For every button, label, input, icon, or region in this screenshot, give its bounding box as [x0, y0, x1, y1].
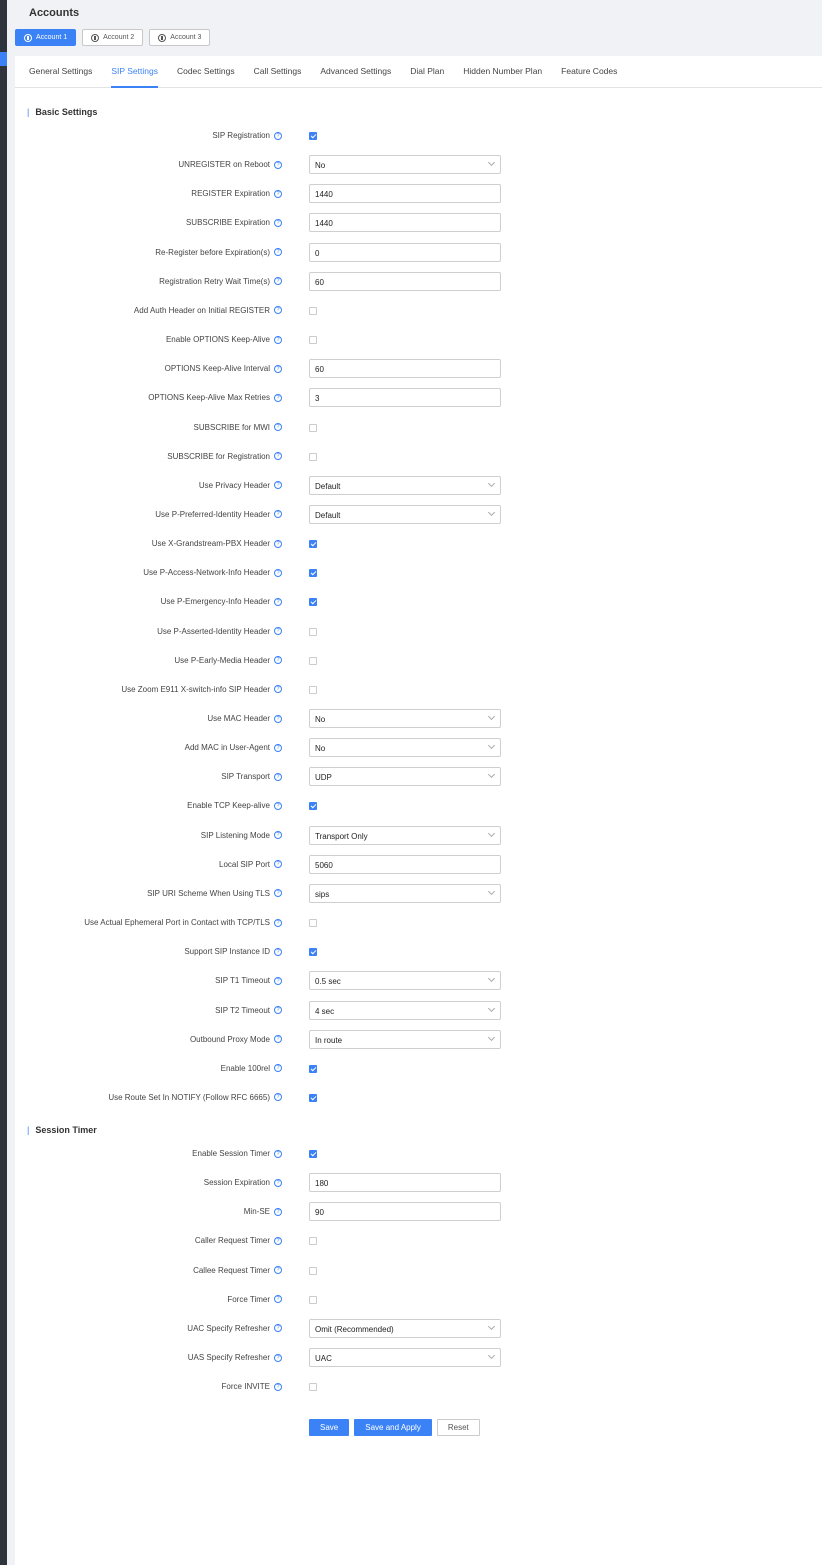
- settings-tabs: [15, 56, 822, 88]
- field-sip-t1-timeout: [15, 971, 822, 991]
- enable-session-timer-checkbox[interactable]: [309, 1150, 317, 1158]
- field-label: [178, 160, 282, 169]
- help-icon[interactable]: ?: [274, 277, 282, 285]
- page-title: Accounts: [29, 7, 80, 19]
- field-label: [215, 1006, 282, 1015]
- re-register-before-expiration-s-input[interactable]: 0: [309, 243, 501, 262]
- chevron-down-icon: [488, 159, 495, 166]
- force-timer-checkbox[interactable]: [309, 1296, 317, 1304]
- field-label-text: Use Privacy Header: [198, 480, 270, 490]
- account-tab-label: Account 2: [103, 34, 135, 41]
- help-icon[interactable]: ?: [274, 1208, 282, 1216]
- field-use-p-preferred-identity-header: [15, 505, 822, 525]
- select-value: sips: [315, 889, 330, 899]
- select-value: 0.5 sec: [315, 977, 341, 987]
- field-add-auth-header-on-initial-register: [15, 301, 822, 321]
- chevron-down-icon: [488, 1034, 495, 1041]
- tab-codec-settings[interactable]: Codec Settings: [176, 66, 235, 76]
- field-label-text: SIP T1 Timeout: [215, 976, 270, 986]
- field-register-expiration: [15, 184, 822, 204]
- account-tab-label: Account 1: [36, 34, 68, 41]
- field-sip-registration: [15, 126, 822, 146]
- field-subscribe-for-mwi: [15, 418, 822, 438]
- help-icon[interactable]: ?: [274, 1266, 282, 1274]
- help-icon[interactable]: ?: [274, 161, 282, 169]
- help-icon[interactable]: ?: [274, 627, 282, 635]
- field-label-text: UAC Specify Refresher: [187, 1323, 270, 1333]
- field-subscribe-expiration: [15, 213, 822, 233]
- select-value: No: [315, 161, 326, 171]
- field-label: [166, 335, 282, 344]
- field-local-sip-port: [15, 855, 822, 875]
- field-use-actual-ephemeral-port-in-contact-with-tcp-tls: [15, 913, 822, 933]
- field-label: [157, 627, 282, 636]
- subscribe-expiration-input[interactable]: 1440: [309, 213, 501, 232]
- field-label: [222, 1382, 282, 1391]
- field-label-text: Session Expiration: [203, 1178, 270, 1188]
- field-unregister-on-reboot: [15, 155, 822, 175]
- field-label-text: SIP URI Scheme When Using TLS: [147, 888, 270, 898]
- field-label: [187, 1324, 282, 1333]
- field-label: [188, 1353, 282, 1362]
- field-label: [215, 976, 282, 985]
- help-icon[interactable]: ?: [274, 715, 282, 723]
- account-tabs: [15, 29, 210, 46]
- field-label: [155, 510, 282, 519]
- help-icon[interactable]: ?: [274, 1035, 282, 1043]
- field-label: [84, 918, 282, 927]
- field-add-mac-in-user-agent: [15, 738, 822, 758]
- help-icon[interactable]: ?: [274, 423, 282, 431]
- tab-call-settings[interactable]: Call Settings: [253, 66, 302, 76]
- field-label-text: Outbound Proxy Mode: [189, 1034, 270, 1044]
- help-icon[interactable]: ?: [274, 1064, 282, 1072]
- chevron-down-icon: [488, 975, 495, 982]
- field-enable-session-timer: [15, 1144, 822, 1164]
- field-label: [134, 306, 282, 315]
- field-label-text: Re-Register before Expiration(s): [155, 247, 270, 257]
- field-enable-tcp-keep-alive: [15, 796, 822, 816]
- tab-sip-settings[interactable]: SIP Settings: [111, 56, 158, 88]
- field-label-text: Local SIP Port: [219, 859, 270, 869]
- support-sip-instance-id-checkbox[interactable]: [309, 948, 317, 956]
- tab-dial-plan[interactable]: Dial Plan: [410, 66, 445, 76]
- help-icon[interactable]: ?: [274, 977, 282, 985]
- sip-registration-checkbox[interactable]: [309, 132, 317, 140]
- field-label: [244, 1207, 282, 1216]
- field-callee-request-timer: [15, 1261, 822, 1281]
- field-label-text: Use X-Grandstream-PBX Header: [151, 539, 270, 549]
- subscribe-for-mwi-checkbox[interactable]: [309, 424, 317, 432]
- field-sip-t2-timeout: [15, 1001, 822, 1021]
- field-label: [192, 1149, 282, 1158]
- reset-button[interactable]: Reset: [437, 1419, 480, 1436]
- select-value: 4 sec: [315, 1006, 335, 1016]
- field-label-text: Use P-Asserted-Identity Header: [157, 626, 270, 636]
- field-label: [199, 481, 282, 490]
- account-tab-1[interactable]: [15, 29, 76, 46]
- field-caller-request-timer: [15, 1231, 822, 1251]
- field-use-p-early-media-header: [15, 651, 822, 671]
- field-options-keep-alive-interval: [15, 359, 822, 379]
- help-icon[interactable]: ?: [274, 569, 282, 577]
- field-label: [227, 1295, 282, 1304]
- field-label: [204, 1178, 282, 1187]
- use-p-early-media-header-checkbox[interactable]: [309, 657, 317, 665]
- help-icon[interactable]: ?: [274, 540, 282, 548]
- field-label-text: OPTIONS Keep-Alive Max Retries: [148, 393, 270, 403]
- enable-100rel-checkbox[interactable]: [309, 1065, 317, 1073]
- field-label-text: Use MAC Header: [207, 714, 270, 723]
- field-label-text: Use P-Access-Network-Info Header: [143, 568, 270, 578]
- field-label-text: Enable TCP Keep-alive: [187, 801, 270, 811]
- field-label-text: SIP Listening Mode: [200, 830, 270, 840]
- help-icon[interactable]: ?: [274, 132, 282, 140]
- use-actual-ephemeral-port-in-contact-with-tcp-tls-checkbox[interactable]: [309, 919, 317, 927]
- field-label: [221, 772, 282, 781]
- help-icon[interactable]: ?: [274, 889, 282, 897]
- select-value: Transport Only: [315, 831, 368, 841]
- help-icon[interactable]: ?: [274, 773, 282, 781]
- use-x-grandstream-pbx-header-checkbox[interactable]: [309, 540, 317, 548]
- field-label: [207, 714, 282, 723]
- field-use-p-emergency-info-header: [15, 592, 822, 612]
- help-icon[interactable]: ?: [274, 598, 282, 606]
- help-icon[interactable]: ?: [274, 219, 282, 227]
- field-label-text: Enable Session Timer: [192, 1149, 270, 1158]
- field-label: [186, 218, 282, 227]
- use-p-asserted-identity-header-checkbox[interactable]: [309, 628, 317, 636]
- chevron-down-icon: [488, 1352, 495, 1359]
- field-label-text: UAS Specify Refresher: [187, 1353, 270, 1363]
- help-icon[interactable]: ?: [274, 1006, 282, 1014]
- enable-tcp-keep-alive-checkbox[interactable]: [309, 802, 317, 810]
- main-panel: [15, 56, 822, 1565]
- help-icon[interactable]: ?: [274, 481, 282, 489]
- form-actions: [309, 1419, 480, 1436]
- sip-t2-timeout-select[interactable]: [309, 1001, 501, 1020]
- chevron-down-icon: [488, 480, 495, 487]
- help-icon[interactable]: ?: [274, 831, 282, 839]
- field-label-text: SIP Transport: [221, 772, 270, 782]
- sip-t1-timeout-select[interactable]: [309, 971, 501, 990]
- field-min-se: [15, 1202, 822, 1222]
- field-label-text: Use Actual Ephemeral Port in Contact with TCP/TLS: [84, 918, 270, 928]
- help-icon[interactable]: ?: [274, 948, 282, 956]
- section-basic-settings: | Basic Settings: [27, 107, 97, 117]
- help-icon[interactable]: ?: [274, 1150, 282, 1158]
- field-use-zoom-e911-x-switch-info-sip-header: [15, 680, 822, 700]
- account-tab-3[interactable]: [149, 29, 210, 46]
- field-uac-specify-refresher: [15, 1319, 822, 1339]
- field-label: [212, 131, 282, 140]
- field-enable-options-keep-alive: [15, 330, 822, 350]
- chevron-down-icon: [488, 1004, 495, 1011]
- select-value: Omit (Recommended): [315, 1324, 394, 1334]
- help-icon[interactable]: ?: [274, 1237, 282, 1245]
- options-keep-alive-interval-input[interactable]: 60: [309, 359, 501, 378]
- field-label: [165, 364, 282, 373]
- chevron-down-icon: [488, 830, 495, 837]
- select-value: UAC: [315, 1354, 332, 1364]
- use-route-set-in-notify-follow-rfc-6665-checkbox[interactable]: [309, 1094, 317, 1102]
- field-label: [159, 277, 282, 286]
- field-label: [155, 248, 282, 257]
- registration-retry-wait-time-s-input[interactable]: 60: [309, 272, 501, 291]
- select-value: UDP: [315, 773, 332, 783]
- help-icon[interactable]: ?: [274, 306, 282, 314]
- use-zoom-e911-x-switch-info-sip-header-checkbox[interactable]: [309, 686, 317, 694]
- sidebar-active-marker: [0, 52, 7, 66]
- field-label-text: Force Timer: [227, 1294, 270, 1304]
- account-tab-2[interactable]: [82, 29, 143, 46]
- field-sip-listening-mode: [15, 826, 822, 846]
- field-label: [219, 860, 282, 869]
- field-enable-100rel: [15, 1059, 822, 1079]
- help-icon[interactable]: ?: [274, 1324, 282, 1332]
- field-label-text: Registration Retry Wait Time(s): [159, 276, 270, 286]
- help-icon[interactable]: ?: [274, 1354, 282, 1362]
- register-expiration-input[interactable]: 1440: [309, 184, 501, 203]
- field-label-text: Use Zoom E911 X-switch-info SIP Header: [121, 684, 270, 694]
- select-value: No: [315, 744, 326, 754]
- account-icon: [158, 34, 166, 42]
- field-label-text: SUBSCRIBE for Registration: [167, 451, 270, 461]
- field-label: [193, 1266, 282, 1275]
- help-icon[interactable]: ?: [274, 394, 282, 402]
- use-p-emergency-info-header-checkbox[interactable]: [309, 598, 317, 606]
- help-icon[interactable]: ?: [274, 365, 282, 373]
- help-icon[interactable]: ?: [274, 248, 282, 256]
- callee-request-timer-checkbox[interactable]: [309, 1267, 317, 1275]
- field-use-mac-header: [15, 709, 822, 729]
- select-value: In route: [315, 1035, 343, 1045]
- field-label-text: Use Route Set In NOTIFY (Follow RFC 6665): [108, 1092, 270, 1102]
- add-auth-header-on-initial-register-checkbox[interactable]: [309, 307, 317, 315]
- field-label: [195, 1236, 282, 1245]
- force-invite-checkbox[interactable]: [309, 1383, 317, 1391]
- select-value: No: [315, 715, 326, 724]
- field-outbound-proxy-mode: [15, 1030, 822, 1050]
- field-options-keep-alive-max-retries: [15, 388, 822, 408]
- field-session-expiration: [15, 1173, 822, 1193]
- use-p-preferred-identity-header-select[interactable]: [309, 505, 501, 524]
- help-icon[interactable]: ?: [274, 685, 282, 693]
- field-use-x-grandstream-pbx-header: [15, 534, 822, 554]
- options-keep-alive-max-retries-input[interactable]: 3: [309, 388, 501, 407]
- field-label-text: OPTIONS Keep-Alive Interval: [164, 364, 270, 374]
- sip-transport-select[interactable]: [309, 767, 501, 786]
- field-label: [221, 1064, 282, 1073]
- chevron-down-icon: [488, 888, 495, 895]
- field-label: [191, 189, 282, 198]
- field-force-invite: [15, 1377, 822, 1397]
- select-value: Default: [315, 481, 341, 491]
- chevron-down-icon: [488, 742, 495, 749]
- field-label: [201, 831, 282, 840]
- field-label-text: Enable 100rel: [220, 1063, 270, 1073]
- field-label-text: Add MAC in User-Agent: [184, 743, 270, 753]
- field-label-text: Support SIP Instance ID: [184, 947, 270, 957]
- sip-listening-mode-select[interactable]: [309, 826, 501, 845]
- field-label-text: Enable OPTIONS Keep-Alive: [165, 335, 270, 345]
- help-icon[interactable]: ?: [274, 336, 282, 344]
- outbound-proxy-mode-select[interactable]: [309, 1030, 501, 1049]
- field-label: [194, 423, 282, 432]
- field-label-text: SUBSCRIBE Expiration: [185, 218, 270, 228]
- help-icon[interactable]: ?: [274, 1383, 282, 1391]
- field-label-text: REGISTER Expiration: [191, 189, 270, 199]
- field-label: [174, 656, 282, 665]
- field-uas-specify-refresher: [15, 1348, 822, 1368]
- account-icon: [91, 34, 99, 42]
- help-icon[interactable]: ?: [274, 744, 282, 752]
- field-label: [161, 597, 282, 606]
- select-value: Default: [315, 510, 341, 520]
- field-force-timer: [15, 1290, 822, 1310]
- field-label: [190, 1035, 282, 1044]
- min-se-input[interactable]: 90: [309, 1202, 501, 1221]
- field-re-register-before-expiration-s: [15, 243, 822, 263]
- field-support-sip-instance-id: [15, 942, 822, 962]
- field-label: [148, 393, 282, 402]
- tab-advanced-settings[interactable]: Advanced Settings: [320, 66, 392, 76]
- field-label: [187, 801, 282, 810]
- field-use-p-access-network-info-header: [15, 563, 822, 583]
- add-mac-in-user-agent-select[interactable]: [309, 738, 501, 757]
- use-mac-header-select[interactable]: [309, 709, 501, 728]
- field-label-text: UNREGISTER on Reboot: [178, 160, 270, 170]
- field-label-text: SIP T2 Timeout: [215, 1005, 270, 1015]
- field-use-p-asserted-identity-header: [15, 622, 822, 642]
- left-sidebar: [0, 0, 7, 1565]
- caller-request-timer-checkbox[interactable]: [309, 1237, 317, 1245]
- field-label: [184, 947, 282, 956]
- uas-specify-refresher-select[interactable]: [309, 1348, 501, 1367]
- field-subscribe-for-registration: [15, 447, 822, 467]
- chevron-down-icon: [488, 713, 495, 720]
- save-button[interactable]: Save: [309, 1419, 349, 1436]
- field-label: [152, 539, 282, 548]
- tab-general-settings[interactable]: General Settings: [29, 66, 93, 76]
- save-and-apply-button[interactable]: Save and Apply: [354, 1419, 432, 1436]
- field-label: [143, 568, 282, 577]
- account-icon: [24, 34, 32, 42]
- field-sip-uri-scheme-when-using-tls: [15, 884, 822, 904]
- field-label-text: Add Auth Header on Initial REGISTER: [133, 305, 270, 315]
- subscribe-for-registration-checkbox[interactable]: [309, 453, 317, 461]
- field-use-route-set-in-notify-follow-rfc-6665: [15, 1088, 822, 1108]
- field-label-text: Use P-Emergency-Info Header: [160, 597, 270, 607]
- enable-options-keep-alive-checkbox[interactable]: [309, 336, 317, 344]
- help-icon[interactable]: ?: [274, 802, 282, 810]
- chevron-down-icon: [488, 771, 495, 778]
- use-privacy-header-select[interactable]: [309, 476, 501, 495]
- field-registration-retry-wait-time-s: [15, 272, 822, 292]
- field-label: [121, 685, 282, 694]
- account-tab-label: Account 3: [170, 34, 202, 41]
- field-label-text: Use P-Early-Media Header: [174, 655, 270, 665]
- help-icon[interactable]: ?: [274, 190, 282, 198]
- field-label-text: Min-SE: [243, 1207, 270, 1217]
- page-header: [15, 0, 822, 56]
- field-sip-transport: [15, 767, 822, 787]
- use-p-access-network-info-header-checkbox[interactable]: [309, 569, 317, 577]
- help-icon[interactable]: ?: [274, 452, 282, 460]
- field-label: [185, 743, 282, 752]
- help-icon[interactable]: ?: [274, 1295, 282, 1303]
- tab-hidden-number-plan[interactable]: Hidden Number Plan: [463, 66, 543, 76]
- field-label-text: Callee Request Timer: [193, 1265, 270, 1275]
- field-label: [167, 452, 282, 461]
- field-label: [108, 1093, 282, 1102]
- field-label-text: Use P-Preferred-Identity Header: [155, 509, 270, 519]
- field-label: [147, 889, 282, 898]
- help-icon[interactable]: ?: [274, 656, 282, 664]
- unregister-on-reboot-select[interactable]: [309, 155, 501, 174]
- help-icon[interactable]: ?: [274, 1179, 282, 1187]
- tab-feature-codes[interactable]: Feature Codes: [561, 66, 618, 76]
- field-label-text: Caller Request Timer: [194, 1236, 270, 1246]
- chevron-down-icon: [488, 509, 495, 516]
- section-session-timer: | Session Timer: [27, 1125, 97, 1135]
- help-icon[interactable]: ?: [274, 510, 282, 518]
- local-sip-port-input[interactable]: 5060: [309, 855, 501, 874]
- help-icon[interactable]: ?: [274, 860, 282, 868]
- uac-specify-refresher-select[interactable]: [309, 1319, 501, 1338]
- sip-uri-scheme-when-using-tls-select[interactable]: [309, 884, 501, 903]
- field-label-text: Force INVITE: [221, 1382, 270, 1392]
- help-icon[interactable]: ?: [274, 919, 282, 927]
- field-use-privacy-header: [15, 476, 822, 496]
- chevron-down-icon: [488, 1323, 495, 1330]
- field-label-text: SIP Registration: [212, 131, 270, 140]
- session-expiration-input[interactable]: 180: [309, 1173, 501, 1192]
- help-icon[interactable]: ?: [274, 1093, 282, 1101]
- field-label-text: SUBSCRIBE for MWI: [193, 422, 270, 432]
